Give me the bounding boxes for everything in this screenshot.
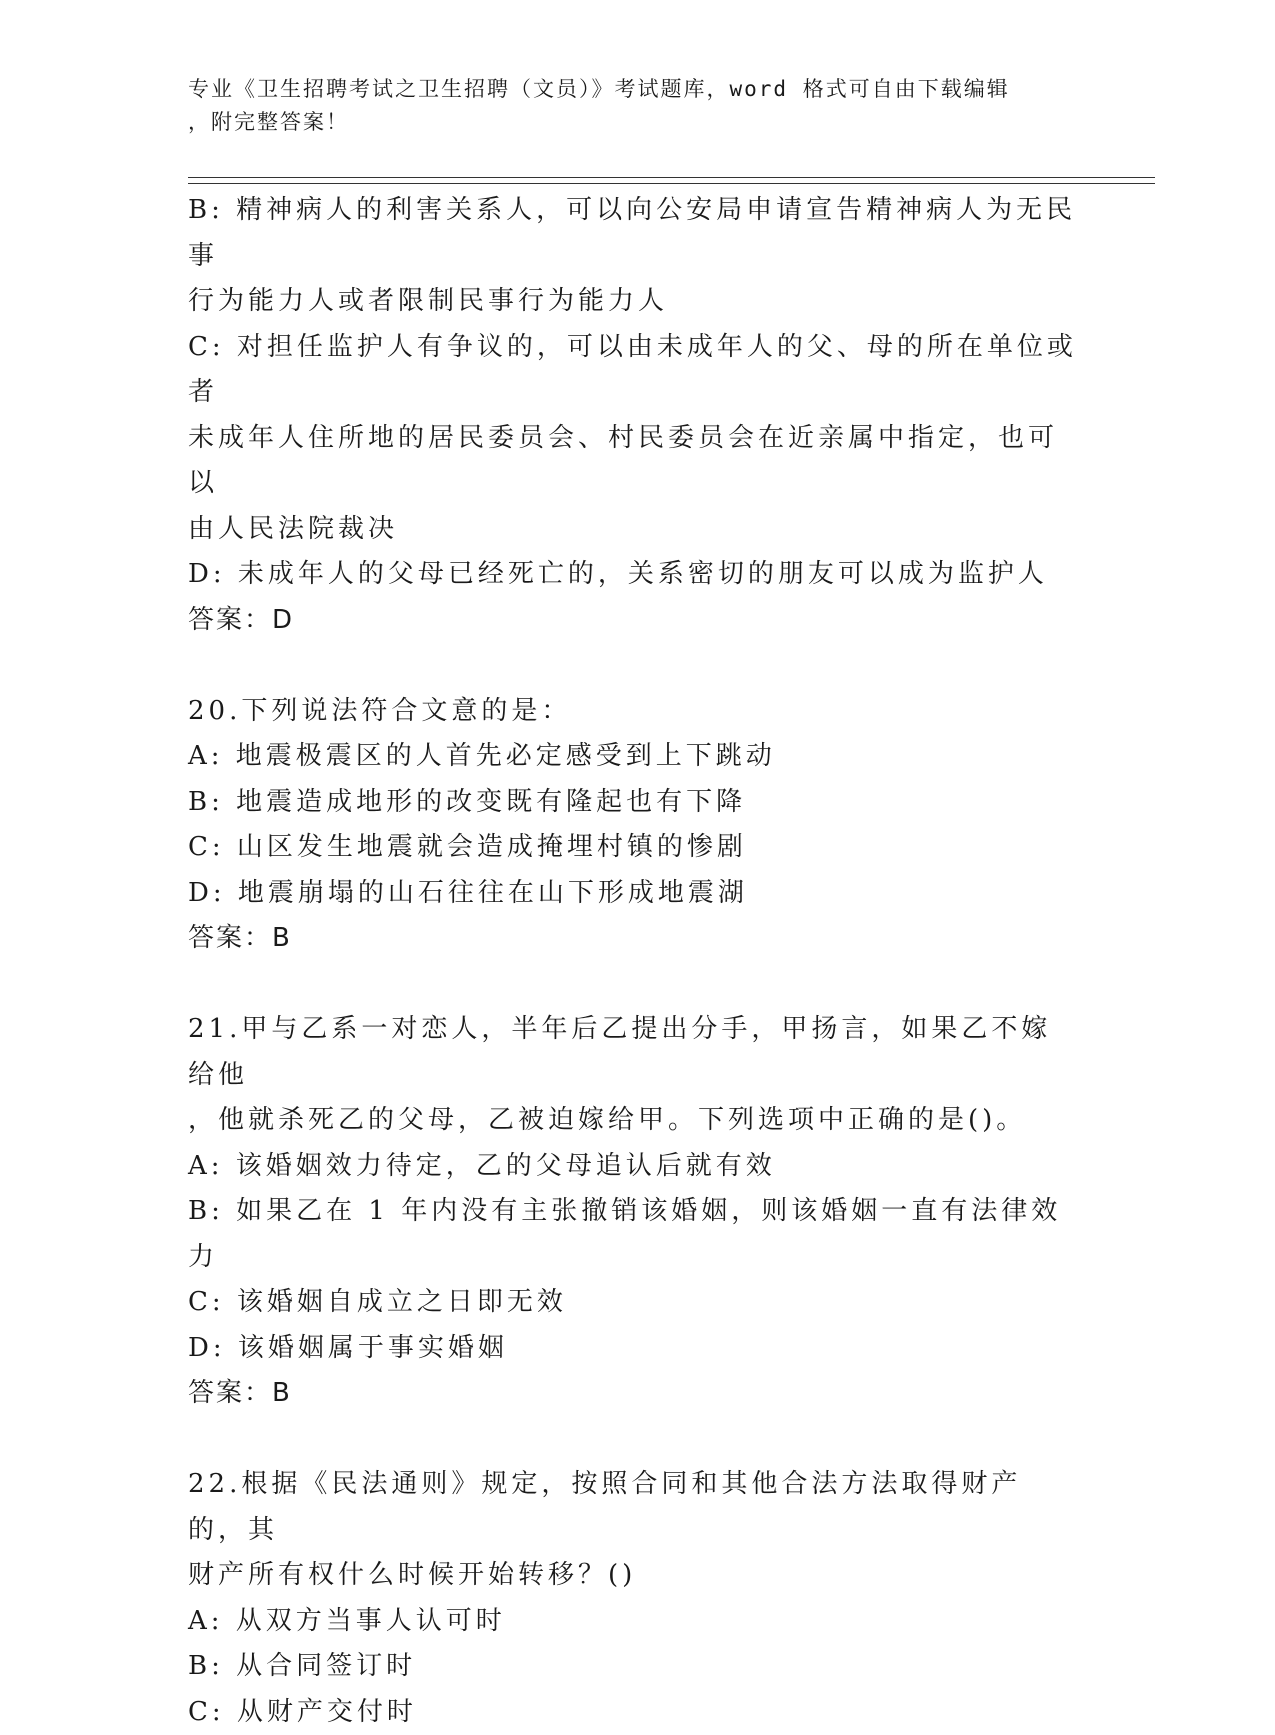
q21-option-a: A: 该婚姻效力待定，乙的父母追认后就有效 <box>188 1144 1078 1190</box>
header-rule-bottom <box>188 183 1155 184</box>
q19-option-d: D: 未成年人的父母已经死亡的，关系密切的朋友可以成为监护人 <box>188 552 1078 598</box>
question-22 <box>188 1462 1078 1735</box>
q19-answer: 答案：D <box>188 598 1078 644</box>
q19-option-c-line-2: 未成年人住所地的居民委员会、村民委员会在近亲属中指定，也可以 <box>188 416 1078 507</box>
q22-stem-line-2: 财产所有权什么时候开始转移？() <box>188 1553 1078 1599</box>
q22-option-c: C: 从财产交付时 <box>188 1690 1078 1735</box>
q21-option-d: D: 该婚姻属于事实婚姻 <box>188 1326 1078 1372</box>
q21-option-c: C: 该婚姻自成立之日即无效 <box>188 1280 1078 1326</box>
q21-stem-line-1: 21.甲与乙系一对恋人，半年后乙提出分手，甲扬言，如果乙不嫁给他 <box>188 1007 1078 1098</box>
q19-option-c-line-3: 由人民法院裁决 <box>188 507 1078 553</box>
q20-option-d: D: 地震崩塌的山石往往在山下形成地震湖 <box>188 871 1078 917</box>
q21-option-b: B: 如果乙在 1 年内没有主张撤销该婚姻，则该婚姻一直有法律效力 <box>188 1189 1078 1280</box>
q19-option-b-line-2: 行为能力人或者限制民事行为能力人 <box>188 279 1078 325</box>
q21-answer: 答案：B <box>188 1371 1078 1417</box>
spacer <box>188 962 1078 1008</box>
question-19 <box>188 188 1078 643</box>
spacer <box>188 643 1078 689</box>
document-header <box>188 73 1068 139</box>
spacer <box>188 1417 1078 1463</box>
header-rule-top <box>188 177 1155 178</box>
question-21 <box>188 1007 1078 1417</box>
header-line-1: 专业《卫生招聘考试之卫生招聘（文员）》考试题库，word 格式可自由下载编辑 <box>188 73 1068 106</box>
header-line-2: ，附完整答案！ <box>188 106 1068 139</box>
q20-answer: 答案：B <box>188 916 1078 962</box>
q21-stem-line-2: ，他就杀死乙的父母，乙被迫嫁给甲。下列选项中正确的是()。 <box>188 1098 1078 1144</box>
q19-option-b-line-1: B: 精神病人的利害关系人，可以向公安局申请宣告精神病人为无民事 <box>188 188 1078 279</box>
q22-option-b: B: 从合同签订时 <box>188 1644 1078 1690</box>
q20-option-a: A: 地震极震区的人首先必定感受到上下跳动 <box>188 734 1078 780</box>
q20-option-c: C: 山区发生地震就会造成掩埋村镇的惨剧 <box>188 825 1078 871</box>
question-20 <box>188 689 1078 962</box>
document-body <box>188 188 1078 1735</box>
q22-stem-line-1: 22.根据《民法通则》规定，按照合同和其他合法方法取得财产的，其 <box>188 1462 1078 1553</box>
q22-option-a: A: 从双方当事人认可时 <box>188 1599 1078 1645</box>
q20-stem: 20.下列说法符合文意的是： <box>188 689 1078 735</box>
q20-option-b: B: 地震造成地形的改变既有隆起也有下降 <box>188 780 1078 826</box>
q19-option-c-line-1: C: 对担任监护人有争议的，可以由未成年人的父、母的所在单位或者 <box>188 325 1078 416</box>
